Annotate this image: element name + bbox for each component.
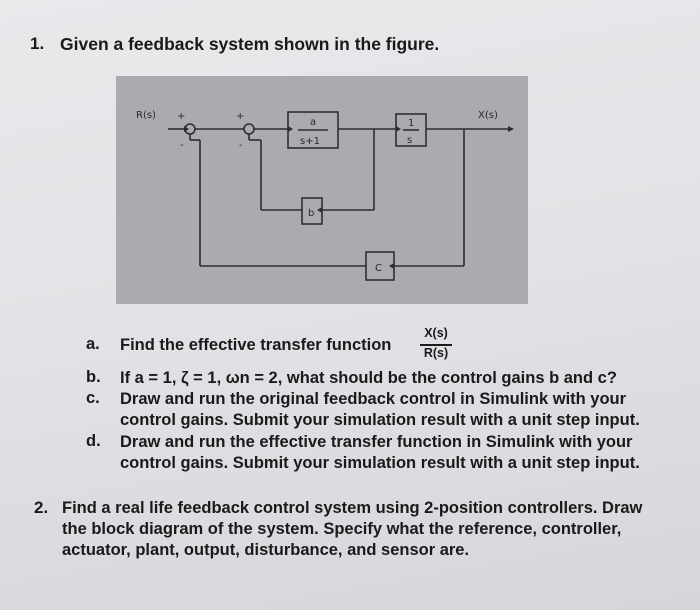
question-1-number: 1. — [30, 34, 45, 53]
question-2-line-1: Find a real life feedback control system using 2-position controllers. Draw — [62, 499, 643, 517]
item-d-letter: d. — [86, 432, 101, 450]
question-2-line-3: actuator, plant, output, disturbance, and sensor are. — [62, 541, 470, 559]
item-a-letter: a. — [86, 335, 100, 353]
block-b-label: b — [308, 208, 315, 219]
block2-numerator: 1 — [408, 118, 415, 129]
block-diagram-figure — [116, 76, 528, 304]
sum1-plus-sign: + — [177, 111, 186, 122]
item-a-text: Find the effective transfer function — [120, 336, 392, 354]
summing-junction-2 — [244, 124, 254, 134]
item-d-line-1: Draw and run the effective transfer function in Simulink with your — [120, 433, 633, 451]
arrowhead-integrator — [396, 126, 401, 132]
sum1-minus-sign: - — [180, 140, 184, 151]
item-c-line-2: control gains. Submit your simulation result with a unit step input. — [120, 411, 640, 429]
block1-denominator: s+1 — [300, 136, 320, 147]
arrowhead-block-c — [389, 263, 394, 269]
arrowhead-block1 — [288, 126, 293, 132]
block-diagram — [116, 76, 528, 304]
item-d-line-2: control gains. Submit your simulation result with a unit step input. — [120, 454, 640, 472]
output-label: X(s) — [478, 110, 498, 121]
arrowhead-block-b — [317, 207, 322, 213]
item-b-text: If a = 1, ζ = 1, ωn = 2, what should be the control gains b and c? — [120, 369, 617, 387]
item-b-letter: b. — [86, 368, 101, 386]
arrowhead-output — [508, 126, 514, 132]
block1-numerator: a — [310, 117, 317, 128]
item-c-line-1: Draw and run the original feedback control in Simulink with your — [120, 390, 627, 408]
sum2-plus-sign: + — [236, 111, 245, 122]
item-c-letter: c. — [86, 389, 100, 407]
question-2-line-2: the block diagram of the system. Specify what the reference, controller, — [62, 520, 622, 538]
sum2-minus-sign: - — [239, 140, 243, 151]
input-label: R(s) — [136, 110, 156, 121]
fraction-numerator: X(s) — [424, 326, 448, 340]
question-2-number: 2. — [34, 498, 49, 517]
block2-denominator: s — [407, 135, 413, 146]
arrowhead-input — [184, 126, 189, 132]
fraction-denominator: R(s) — [423, 346, 449, 360]
question-1-title: Given a feedback system shown in the figure. — [60, 34, 440, 54]
transfer-function-fraction — [417, 326, 455, 362]
block-c-label: C — [375, 263, 382, 274]
